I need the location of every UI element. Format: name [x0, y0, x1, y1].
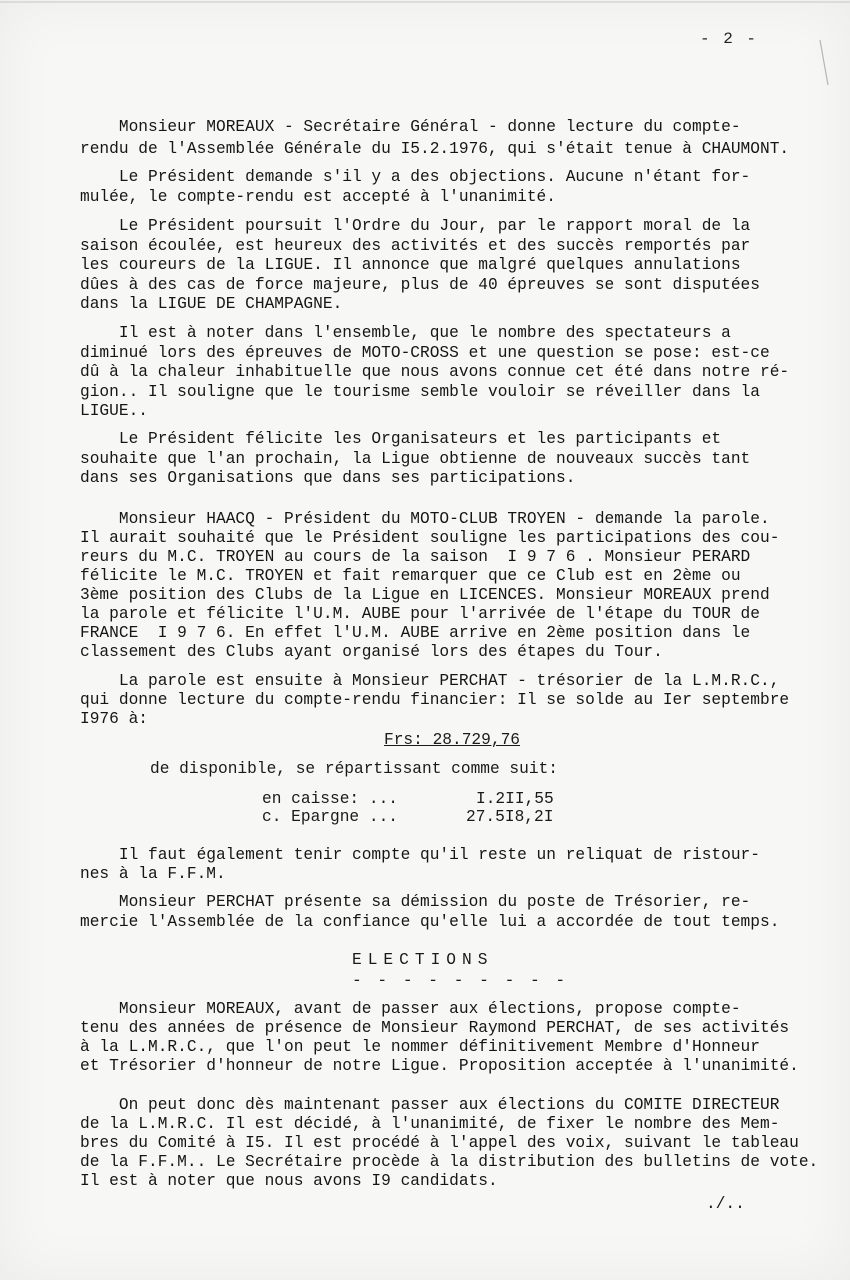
text-line: saison écoulée, est heureux des activités et des succès remportés par [80, 237, 751, 255]
text-line: La parole est ensuite à Monsieur PERCHAT - trésorier de la L.M.R.C., [80, 672, 780, 690]
financial-total: Frs: 28.729,76 [384, 731, 520, 749]
text-line: mercie l'Assemblée de la confiance qu'elle lui a accordée de tout temps. [80, 913, 780, 931]
cash-label: en caisse: ... [262, 790, 398, 808]
text-line: diminué lors des épreuves de MOTO-CROSS et une question se pose: est-ce [80, 344, 770, 362]
text-line: Monsieur PERCHAT présente sa démission du poste de Trésorier, re- [80, 893, 751, 911]
heading-underline: - - - - - - - - - [352, 972, 569, 990]
continuation-mark: ./.. [706, 1195, 745, 1213]
text-line: félicite le M.C. TROYEN et fait remarquer que ce Club est en 2ème ou [80, 567, 741, 585]
text-line: 3ème position des Clubs de la Ligue en LICENCES. Monsieur MOREAUX prend [80, 586, 770, 604]
text-line: Monsieur HAACQ - Président du MOTO-CLUB TROYEN - demande la parole. [80, 510, 770, 528]
cash-value: I.2II,55 [476, 790, 554, 808]
text-line: à la L.M.R.C., que l'on peut le nommer définitivement Membre d'Honneur [80, 1038, 760, 1056]
text-line: qui donne lecture du compte-rendu financier: Il se solde au Ier septembre [80, 691, 790, 709]
available-text: de disponible, se répartissant comme suit: [150, 760, 558, 778]
text-line: I976 à: [80, 710, 148, 728]
text-line: de la F.F.M.. Le Secrétaire procède à la distribution des bulletins de vote. [80, 1153, 819, 1171]
text-line: Monsieur MOREAUX, avant de passer aux élections, propose compte- [80, 1000, 741, 1018]
text-line: et Trésorier d'honneur de notre Ligue. Proposition acceptée à l'unanimité. [80, 1057, 799, 1075]
text-line: Il faut également tenir compte qu'il reste un reliquat de ristour- [80, 846, 760, 864]
text-line: Le Président poursuit l'Ordre du Jour, par le rapport moral de la [80, 217, 751, 235]
text-line: LIGUE.. [80, 402, 148, 420]
text-line: souhaite que l'an prochain, la Ligue obtienne de nouveaux succès tant [80, 450, 751, 468]
text-line: Il est à noter dans l'ensemble, que le nombre des spectateurs a [80, 324, 731, 342]
section-heading: ELECTIONS [352, 951, 494, 969]
text-line: Le Président félicite les Organisateurs et les participants et [80, 430, 722, 448]
text-line: Le Président demande s'il y a des objections. Aucune n'étant for- [80, 168, 751, 186]
text-line: les coureurs de la LIGUE. Il annonce que malgré quelques annulations [80, 256, 741, 274]
text-line: mulée, le compte-rendu est accepté à l'unanimité. [80, 188, 556, 206]
text-line: bres du Comité à I5. Il est procédé à l'appel des voix, suivant le tableau [80, 1134, 799, 1152]
text-line: gion.. Il souligne que le tourisme semble vouloir se réveiller dans la [80, 383, 760, 401]
text-line: dûes à des cas de force majeure, plus de 40 épreuves se sont disputées [80, 276, 760, 294]
text-line: Il est à noter que nous avons I9 candidats. [80, 1172, 498, 1190]
text-line: de la L.M.R.C. Il est décidé, à l'unanimité, de fixer le nombre des Mem- [80, 1115, 780, 1133]
text-line: classement des Clubs ayant organisé lors des étapes du Tour. [80, 643, 663, 661]
page-number: - 2 - [700, 30, 759, 48]
text-line: dans la LIGUE DE CHAMPAGNE. [80, 295, 343, 313]
text-line: Il aurait souhaité que le Président souligne les participations des cou- [80, 529, 780, 547]
text-line: dans ses Organisations que dans ses participations. [80, 469, 576, 487]
text-line: FRANCE I 9 7 6. En effet l'U.M. AUBE arrive en 2ème position dans le [80, 624, 751, 642]
text-line: rendu de l'Assemblée Générale du I5.2.1976, qui s'était tenue à CHAUMONT. [80, 140, 790, 158]
text-line: reurs du M.C. TROYEN au cours de la saison I 9 7 6 . Monsieur PERARD [80, 548, 751, 566]
text-line: la parole et félicite l'U.M. AUBE pour l'arrivée de l'étape du TOUR de [80, 605, 760, 623]
savings-value: 27.5I8,2I [466, 808, 554, 826]
text-line: dû à la chaleur inhabituelle que nous avons connue cet été dans notre ré- [80, 363, 790, 381]
savings-label: c. Epargne ... [262, 808, 398, 826]
text-line: Monsieur MOREAUX - Secrétaire Général - donne lecture du compte- [80, 118, 741, 136]
text-line: On peut donc dès maintenant passer aux élections du COMITE DIRECTEUR [80, 1096, 780, 1114]
text-line: nes à la F.F.M. [80, 865, 226, 883]
text-line: tenu des années de présence de Monsieur Raymond PERCHAT, de ses activités [80, 1019, 790, 1037]
